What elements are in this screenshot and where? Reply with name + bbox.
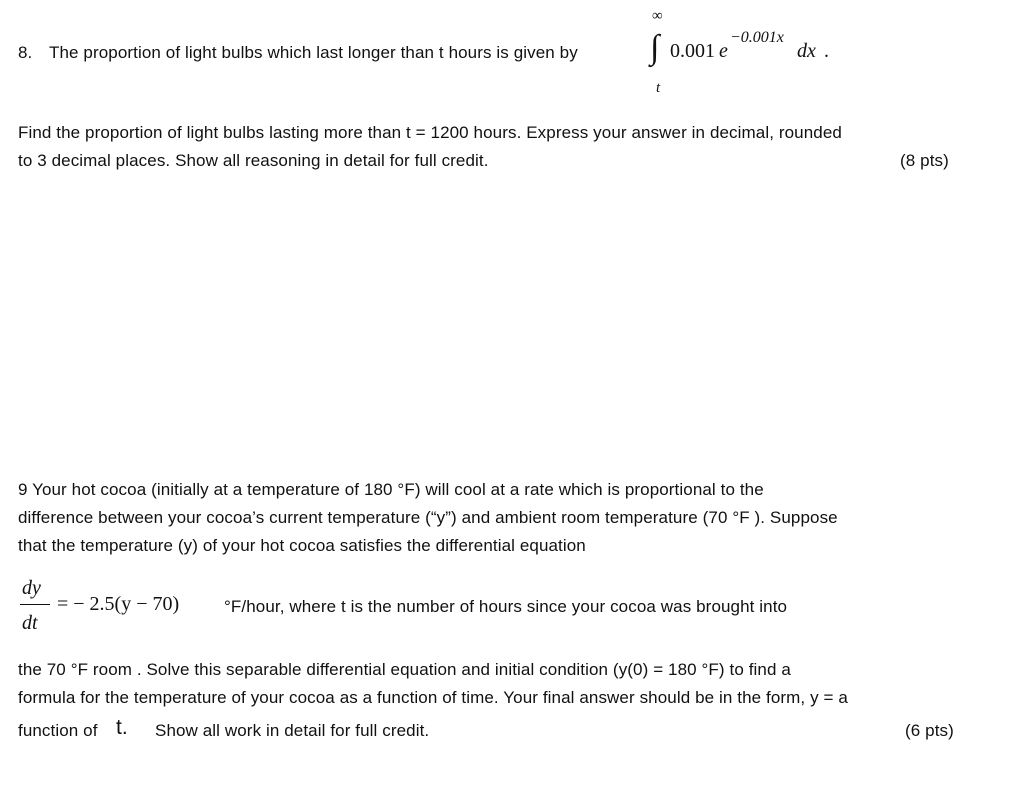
fraction-bar <box>20 604 50 605</box>
q9-para2-line-3b: Show all work in detail for full credit. <box>155 721 430 740</box>
integrand-exponent: −0.001x <box>730 29 784 46</box>
fraction-denominator: dt <box>22 612 38 634</box>
q8-instruction-line-2: to 3 decimal places. Show all reasoning in detail for full credit. <box>18 151 489 170</box>
integral-upper-limit: ∞ <box>652 8 663 24</box>
integral-sign: ∫ <box>650 29 660 66</box>
q9-para1-line-2: difference between your cocoa’s current temperature (“y”) and ambient room temperature (70 °F ). Suppose <box>18 508 838 527</box>
q9-points: (6 pts) <box>905 721 954 740</box>
integrand-coefficient: 0.001 <box>670 40 715 62</box>
q8-instruction-line-1: Find the proportion of light bulbs lasting more than t = 1200 hours. Express your answer in decimal, rounded <box>18 123 842 142</box>
variable-t: t. <box>116 716 128 739</box>
equation-trailing-text: °F/hour, where t is the number of hours since your cocoa was brought into <box>224 597 788 616</box>
q8-points: (8 pts) <box>900 151 949 170</box>
equation-rhs: = − 2.5(y − 70) <box>57 593 180 615</box>
q8-number: 8. <box>18 43 33 62</box>
integrand-base: e <box>719 40 728 62</box>
fraction-numerator: dy <box>22 577 41 599</box>
integral-lower-limit: t <box>656 80 661 96</box>
q9-para1-line-1: 9 Your hot cocoa (initially at a temperature of 180 °F) will cool at a rate which is proportional to the <box>18 480 764 499</box>
q9-para1-line-3: that the temperature (y) of your hot cocoa satisfies the differential equation <box>18 536 586 555</box>
integral-dx: dx <box>797 40 816 62</box>
q8-intro-text: The proportion of light bulbs which last longer than t hours is given by <box>49 43 578 62</box>
q9-para2-line-2: formula for the temperature of your cocoa as a function of time. Your final answer should be in the form, y = a <box>18 688 848 707</box>
integral-period: . <box>824 40 829 62</box>
q9-para2-line-3a: function of <box>18 721 98 740</box>
q9-para2-line-1: the 70 °F room . Solve this separable differential equation and initial condition (y(0) = 180 °F) to find a <box>18 660 791 679</box>
